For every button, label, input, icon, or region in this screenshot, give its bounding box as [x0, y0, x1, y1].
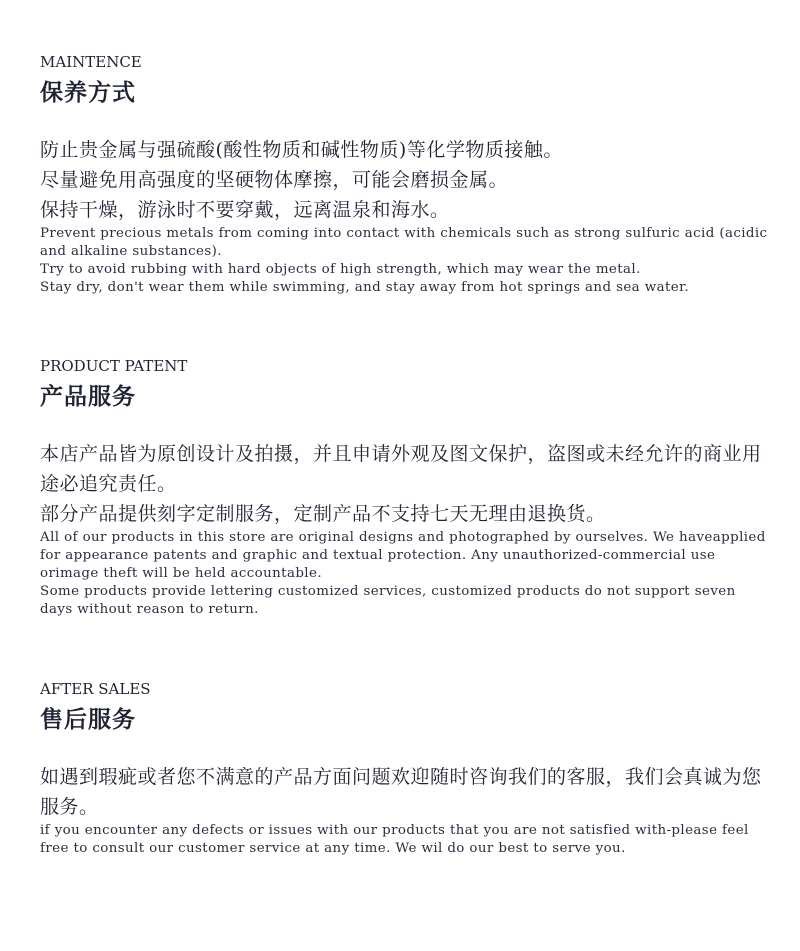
- english-text-line: Try to avoid rubbing with hard objects of high strength, which may wear the metal.: [40, 262, 641, 277]
- english-text-line: Some products provide lettering customized services, customized products do not support seven days without reason to return.: [40, 584, 736, 617]
- after-sales-section: [40, 679, 770, 858]
- chinese-text-line: 本店产品皆为原创设计及拍摄，并且申请外观及图文保护，盗图或未经允许的商业用途必追究责任。: [40, 443, 762, 495]
- english-text-block: [40, 529, 770, 619]
- chinese-text-line: 防止贵金属与强硫酸(酸性物质和碱性物质)等化学物质接触。: [40, 139, 563, 161]
- chinese-text-line: 部分产品提供刻字定制服务，定制产品不支持七天无理由退换货。: [40, 503, 606, 525]
- section-title: 售后服务: [40, 706, 136, 733]
- chinese-text-line: 如遇到瑕疵或者您不满意的产品方面问题欢迎随时咨询我们的客服，我们会真诚为您服务。: [40, 766, 762, 818]
- section-label: AFTER SALES: [40, 680, 151, 698]
- english-text-line: All of our products in this store are original designs and photographed by ourselves. We haveapplied for appearance patents and graphic and textual protection. Any unauthorized-commercial use orimage theft will be held accountable.: [40, 530, 766, 581]
- section-title: 保养方式: [40, 79, 136, 106]
- english-text-block: [40, 822, 780, 858]
- chinese-text-block: [40, 762, 770, 822]
- chinese-text-line: 尽量避免用高强度的坚硬物体摩擦，可能会磨损金属。: [40, 169, 509, 191]
- english-text-line: Prevent precious metals from coming into contact with chemicals such as strong sulfuric acid (acidic and alkaline substances).: [40, 226, 768, 259]
- chinese-text-block: [40, 439, 770, 529]
- chinese-text-block: [40, 135, 770, 225]
- section-label: PRODUCT PATENT: [40, 357, 188, 375]
- section-title: 产品服务: [40, 383, 136, 410]
- maintenance-section: [40, 52, 770, 297]
- english-text-block: [40, 225, 770, 297]
- section-label: MAINTENCE: [40, 53, 142, 71]
- chinese-text-line: 保持干燥，游泳时不要穿戴，远离温泉和海水。: [40, 199, 450, 221]
- english-text-line: if you encounter any defects or issues with our products that you are not satisfied with-please feel free to consult our customer service at any time. We wil do our best to serve you.: [40, 823, 749, 856]
- product-patent-section: [40, 356, 770, 619]
- english-text-line: Stay dry, don't wear them while swimming, and stay away from hot springs and sea water.: [40, 280, 690, 295]
